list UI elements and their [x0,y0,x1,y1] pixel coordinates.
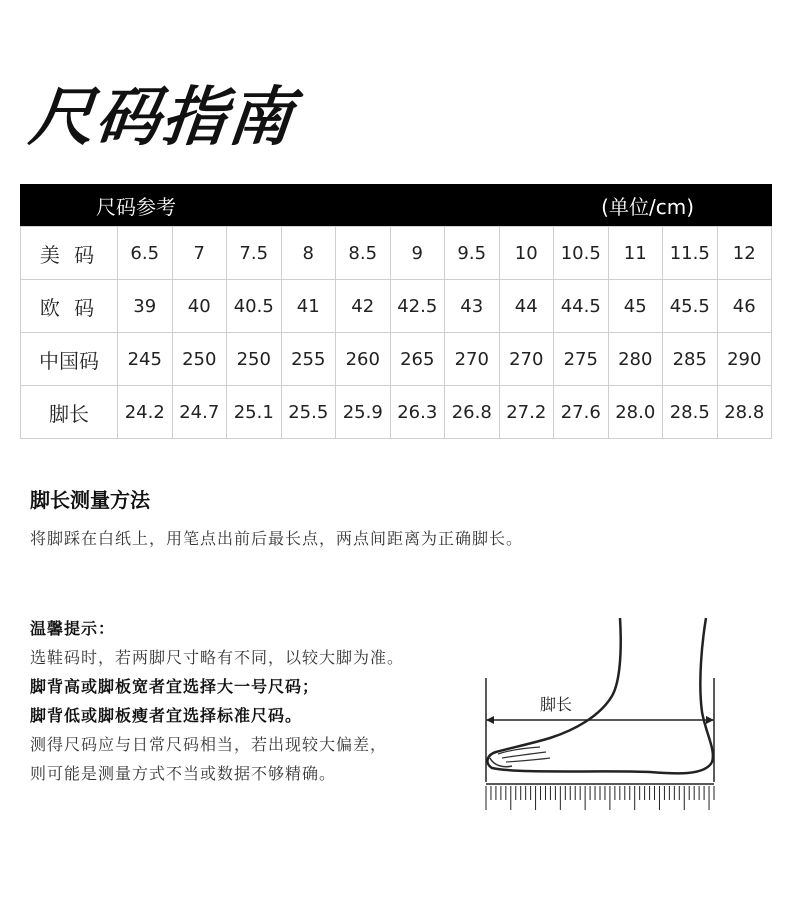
size-cell: 7.5 [227,227,282,280]
size-cell: 250 [172,333,227,386]
size-cell: 28.5 [663,386,718,439]
tip-line: 则可能是测量方式不当或数据不够精确。 [30,764,337,783]
size-cell: 285 [663,333,718,386]
size-row [21,280,772,333]
size-cell: 280 [608,333,663,386]
table-header-label: 尺码参考 [96,194,176,219]
foot-outline [487,618,712,773]
size-cell: 11.5 [663,227,718,280]
size-row [21,386,772,439]
table-header-bar [20,184,772,226]
size-cell: 25.5 [281,386,336,439]
size-cell: 27.2 [499,386,554,439]
size-cell: 250 [227,333,282,386]
size-cell: 44 [499,280,554,333]
size-cell: 265 [390,333,445,386]
size-cell: 245 [118,333,173,386]
size-cell: 45.5 [663,280,718,333]
size-cell: 45 [608,280,663,333]
size-table [20,226,772,439]
tips-heading: 温馨提示： [30,619,116,638]
size-cell: 43 [445,280,500,333]
size-cell: 28.8 [717,386,772,439]
size-cell: 40.5 [227,280,282,333]
size-cell: 40 [172,280,227,333]
size-cell: 26.8 [445,386,500,439]
size-cell: 270 [445,333,500,386]
tip-line: 测得尺码应与日常尺码相当，若出现较大偏差， [30,735,388,754]
size-cell: 27.6 [554,386,609,439]
size-cell: 25.1 [227,386,282,439]
size-cell: 11 [608,227,663,280]
size-cell: 42.5 [390,280,445,333]
size-cell: 260 [336,333,391,386]
size-cell: 28.0 [608,386,663,439]
table-unit-label: (单位/cm) [601,194,694,219]
size-cell: 10.5 [554,227,609,280]
tip-line: 脚背高或脚板宽者宜选择大一号尺码； [30,677,320,696]
tips-block [30,614,404,788]
size-cell: 12 [717,227,772,280]
size-cell: 39 [118,280,173,333]
size-cell: 270 [499,333,554,386]
size-cell: 24.2 [118,386,173,439]
size-cell: 24.7 [172,386,227,439]
page-title: 尺码指南 [26,81,298,155]
size-cell: 255 [281,333,336,386]
size-cell: 6.5 [118,227,173,280]
row-label: 脚长 [21,386,118,439]
measure-body: 将脚踩在白纸上，用笔点出前后最长点，两点间距离为正确脚长。 [30,529,524,548]
size-cell: 10 [499,227,554,280]
size-cell: 290 [717,333,772,386]
size-cell: 26.3 [390,386,445,439]
size-cell: 8.5 [336,227,391,280]
foot-length-label: 脚长 [540,695,573,714]
size-cell: 7 [172,227,227,280]
size-cell: 25.9 [336,386,391,439]
size-cell: 9.5 [445,227,500,280]
size-cell: 46 [717,280,772,333]
tip-line: 选鞋码时，若两脚尺寸略有不同，以较大脚为准。 [30,648,405,667]
row-label: 欧 码 [21,280,118,333]
size-cell: 41 [281,280,336,333]
size-cell: 8 [281,227,336,280]
size-cell: 9 [390,227,445,280]
foot-measure-illustration [480,612,720,818]
size-row [21,333,772,386]
size-cell: 42 [336,280,391,333]
size-cell: 275 [554,333,609,386]
row-label: 美 码 [21,227,118,280]
tip-line: 脚背低或脚板瘦者宜选择标准尺码。 [30,706,303,725]
size-cell: 44.5 [554,280,609,333]
row-label: 中国码 [21,333,118,386]
size-row [21,227,772,280]
measure-title: 脚长测量方法 [30,488,150,512]
